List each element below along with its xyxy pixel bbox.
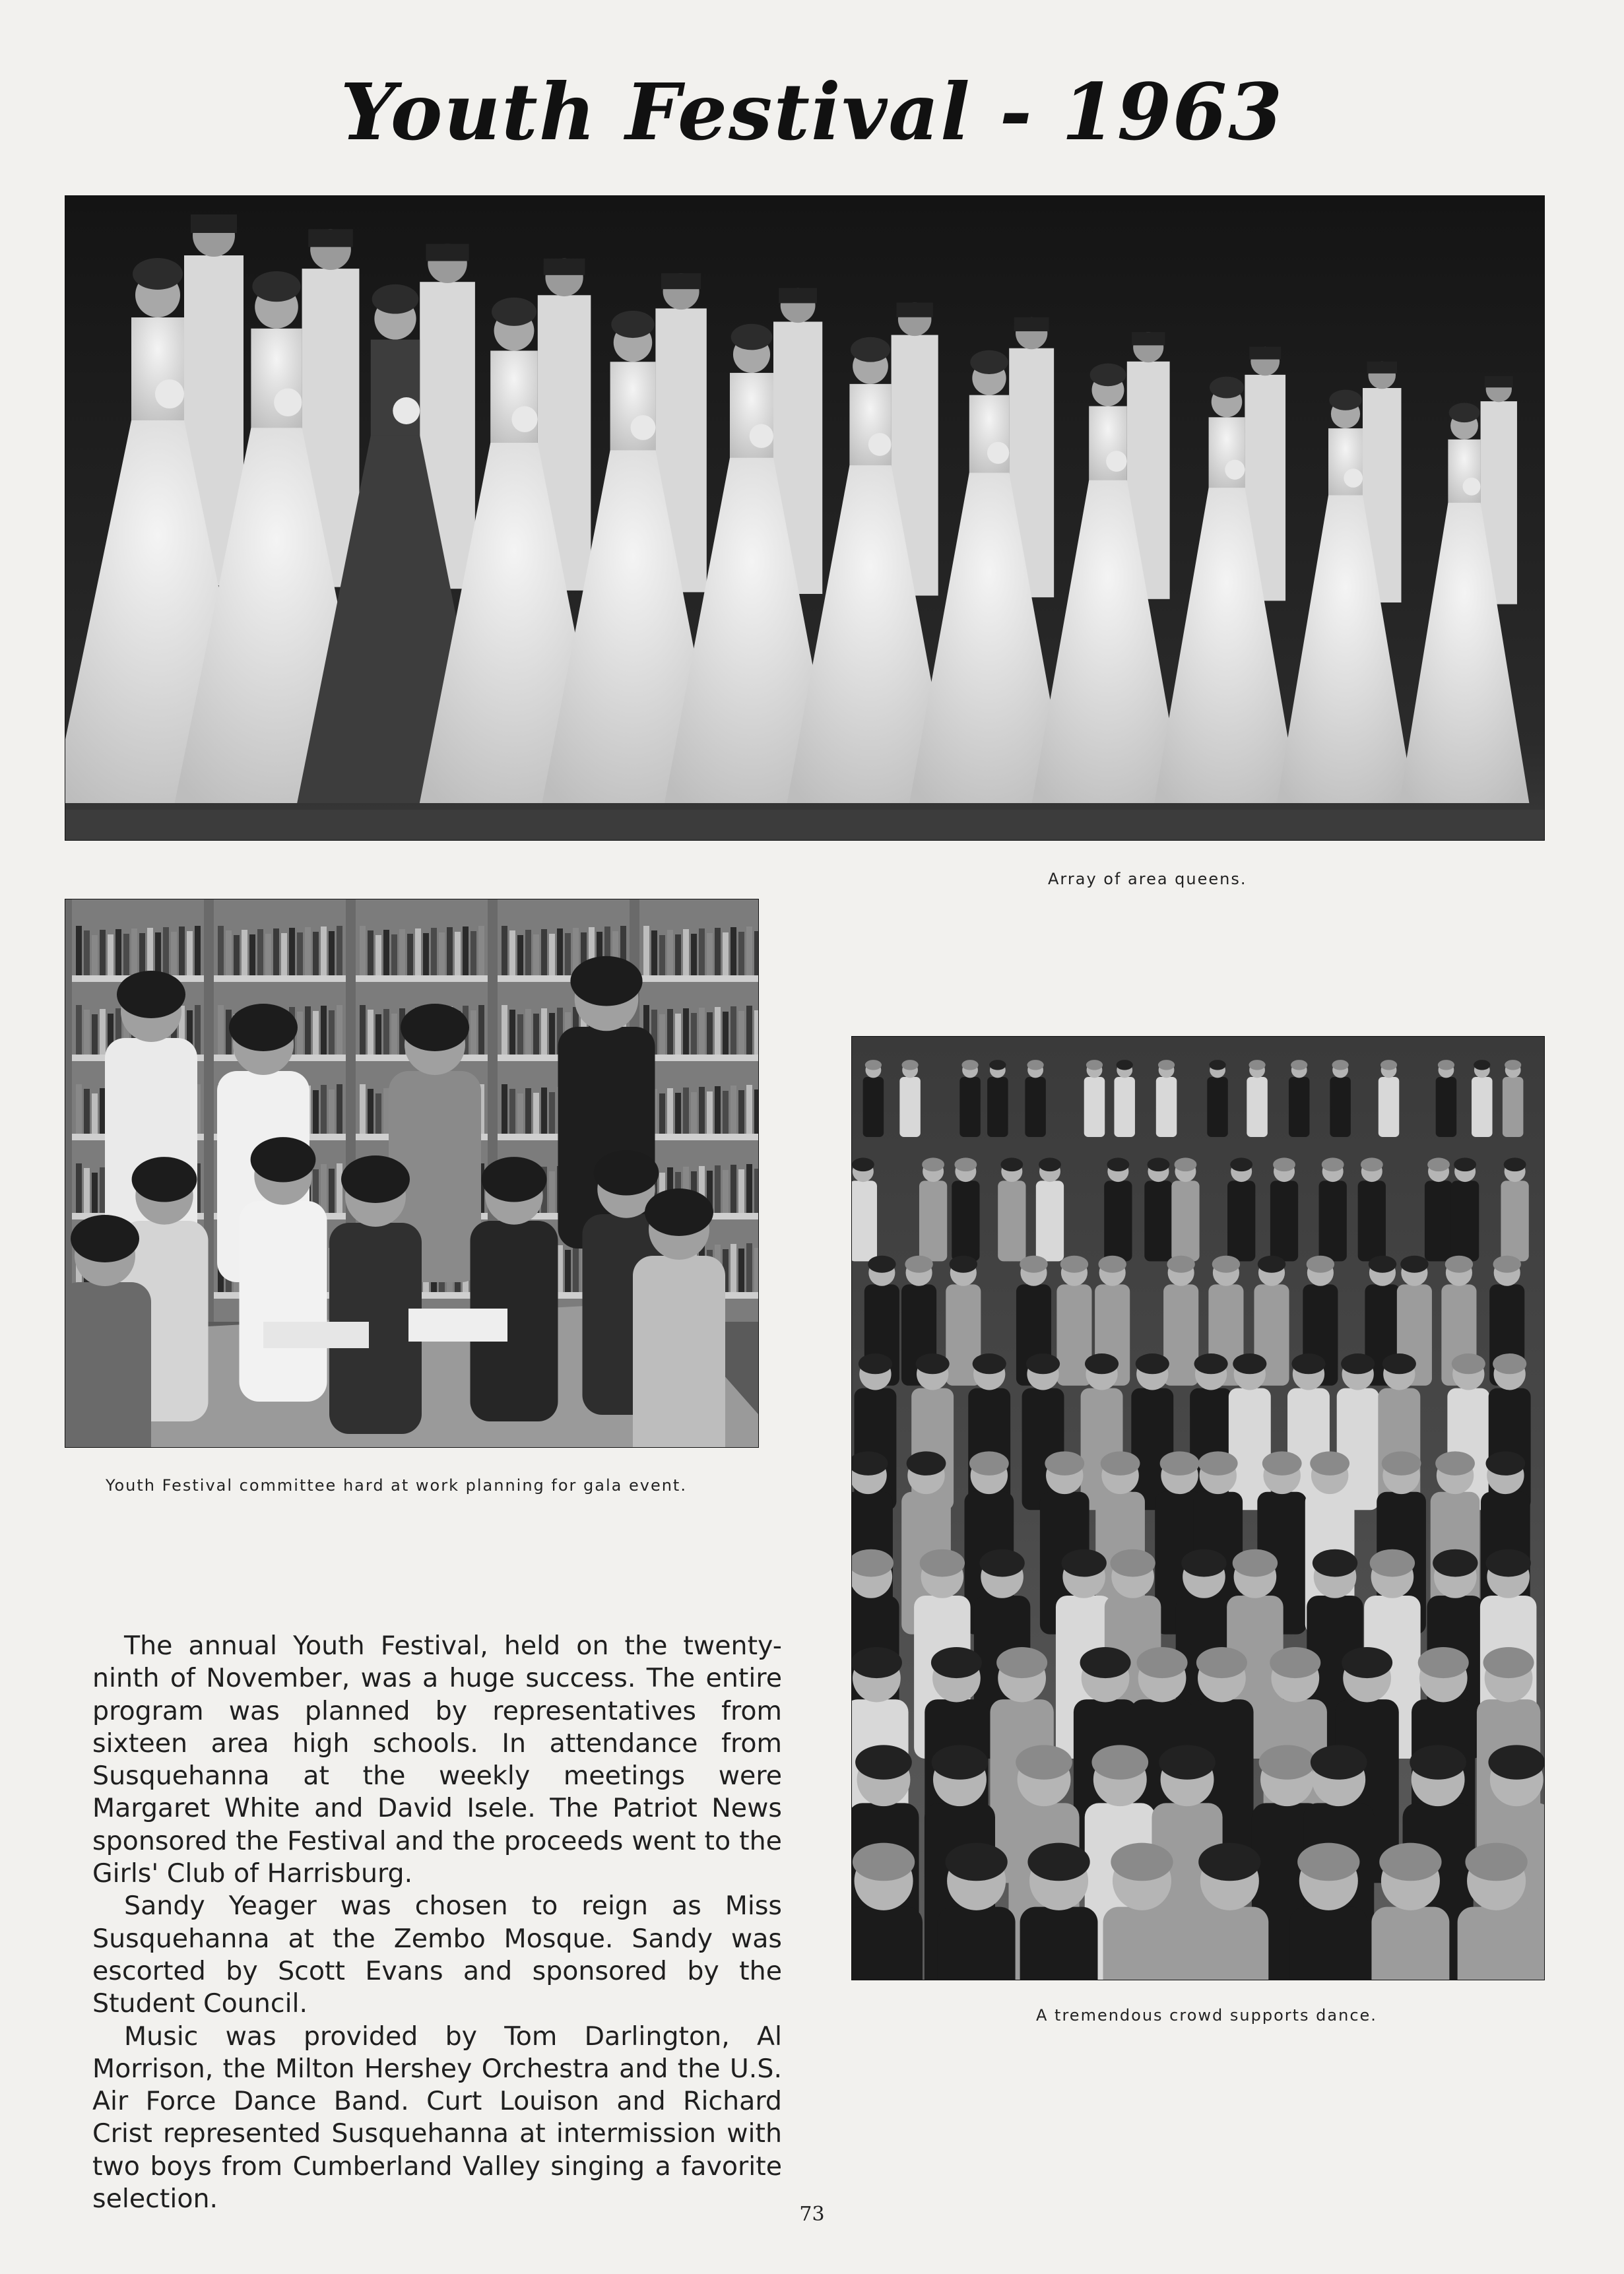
committee-photo bbox=[65, 899, 759, 1448]
dance-photo bbox=[851, 1036, 1545, 1980]
queens-photo bbox=[65, 195, 1545, 841]
queens-photo-caption: Array of area queens. bbox=[1048, 870, 1247, 888]
article-paragraph: Music was provided by Tom Darlington, Al Morrison, the Milton Hershey Orchestra and the U.S. Air Force Dance Band. Curt Louison and Richard Crist represented Susquehanna at intermission with two boys from Cumberland Valley singing a favorite selection. bbox=[92, 2021, 782, 2215]
page-title: Youth Festival - 1963 bbox=[340, 66, 1284, 158]
article-body bbox=[92, 1630, 782, 2215]
article-paragraph: Sandy Yeager was chosen to reign as Miss Susquehanna at the Zembo Mosque. Sandy was escorted by Scott Evans and sponsored by the Student Council. bbox=[92, 1891, 782, 2019]
page-number: 73 bbox=[799, 2203, 825, 2226]
article-paragraph: The annual Youth Festival, held on the twenty-ninth of November, was a huge success. The entire program was planned by representatives from sixteen area high schools. In attendance from Susquehanna at the weekly meetings were Margaret White and David Isele. The Patriot News sponsored the Festival and the proceeds went to the Girls' Club of Harrisburg. bbox=[92, 1631, 782, 1889]
dance-photo-caption: A tremendous crowd supports dance. bbox=[1036, 2006, 1377, 2025]
committee-photo-caption: Youth Festival committee hard at work planning for gala event. bbox=[106, 1476, 687, 1495]
